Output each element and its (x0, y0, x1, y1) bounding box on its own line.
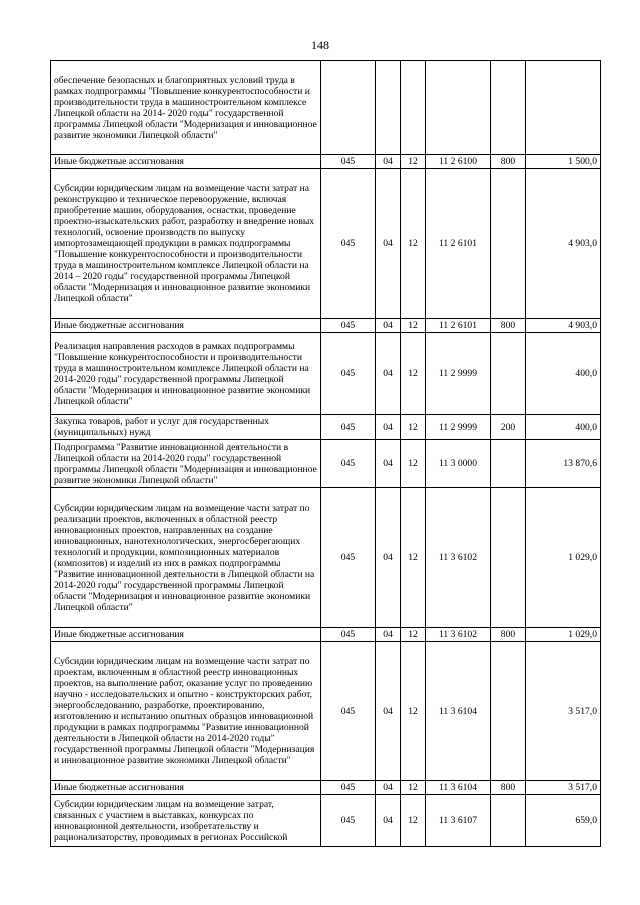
budget-table (50, 60, 601, 847)
ministry-code-cell: 045 (321, 319, 376, 333)
table-row (51, 440, 601, 488)
section-cell: 04 (376, 642, 401, 781)
table-row (51, 642, 601, 781)
expense-kind-cell (491, 169, 526, 319)
expense-kind-cell (491, 61, 526, 155)
ministry-code-cell: 045 (321, 333, 376, 415)
subsection-cell: 12 (401, 781, 426, 795)
sum-cell: 1 029,0 (526, 488, 601, 628)
sum-cell: 400,0 (526, 333, 601, 415)
sum-cell: 4 903,0 (526, 319, 601, 333)
expense-kind-cell: 200 (491, 415, 526, 440)
section-cell: 04 (376, 795, 401, 847)
expense-kind-cell: 800 (491, 319, 526, 333)
subsection-cell: 12 (401, 795, 426, 847)
subsection-cell (401, 61, 426, 155)
subsection-cell: 12 (401, 488, 426, 628)
target-article-cell: 11 3 6104 (426, 642, 491, 781)
ministry-code-cell: 045 (321, 795, 376, 847)
row-description: Иные бюджетные ассигнования (51, 155, 321, 169)
table-row (51, 415, 601, 440)
sum-cell: 3 517,0 (526, 781, 601, 795)
sum-cell: 400,0 (526, 415, 601, 440)
row-description: Субсидии юридическим лицам на возмещение части затрат на реконструкцию и техническое перевооружение, включая приобретение машин, оборудования, оснастки, проведение проектно-изыскательских работ, разработку и внедрение новых технологий, освоение производств по выпуску импортозамещающей продукции в рамках подпрограммы "Повышение конкурентоспособности и производительности труда в машиностроительном комплексе Липецкой области на 2014 – 2020 годы" государственной программы Липецкой области "Модернизация и инновационное развитие экономики Липецкой области" (51, 169, 321, 319)
subsection-cell: 12 (401, 440, 426, 488)
subsection-cell: 12 (401, 319, 426, 333)
section-cell: 04 (376, 440, 401, 488)
section-cell: 04 (376, 319, 401, 333)
expense-kind-cell (491, 488, 526, 628)
ministry-code-cell: 045 (321, 642, 376, 781)
table-row (51, 628, 601, 642)
target-article-cell: 11 3 6107 (426, 795, 491, 847)
target-article-cell: 11 3 6102 (426, 628, 491, 642)
ministry-code-cell: 045 (321, 781, 376, 795)
table-row (51, 319, 601, 333)
row-description: Подпрограмма "Развитие инновационной деятельности в Липецкой области на 2014-2020 годы" государственной программы Липецкой области "Модернизация и инновационное развитие экономики Липецкой области" (51, 440, 321, 488)
row-description: Иные бюджетные ассигнования (51, 781, 321, 795)
ministry-code-cell: 045 (321, 440, 376, 488)
ministry-code-cell: 045 (321, 169, 376, 319)
sum-cell: 3 517,0 (526, 642, 601, 781)
sum-cell: 659,0 (526, 795, 601, 847)
subsection-cell: 12 (401, 628, 426, 642)
expense-kind-cell (491, 642, 526, 781)
sum-cell: 4 903,0 (526, 169, 601, 319)
ministry-code-cell: 045 (321, 415, 376, 440)
target-article-cell: 11 2 6100 (426, 155, 491, 169)
row-description: Иные бюджетные ассигнования (51, 319, 321, 333)
row-description: обеспечение безопасных и благоприятных условий труда в рамках подпрограммы "Повышение конкурентоспособности и производительности труда в машиностроительном комплексе Липецкой области на 2014- 2020 годы" государственной программы Липецкой области "Модернизация и инновационное развитие экономики Липецкой области" (51, 61, 321, 155)
expense-kind-cell: 800 (491, 781, 526, 795)
table-row (51, 333, 601, 415)
subsection-cell: 12 (401, 415, 426, 440)
table-row (51, 781, 601, 795)
table-row (51, 169, 601, 319)
subsection-cell: 12 (401, 333, 426, 415)
ministry-code-cell: 045 (321, 155, 376, 169)
sum-cell: 1 029,0 (526, 628, 601, 642)
section-cell: 04 (376, 415, 401, 440)
sum-cell: 1 500,0 (526, 155, 601, 169)
target-article-cell: 11 3 0000 (426, 440, 491, 488)
section-cell: 04 (376, 333, 401, 415)
table-row (51, 488, 601, 628)
section-cell (376, 61, 401, 155)
ministry-code-cell (321, 61, 376, 155)
expense-kind-cell (491, 333, 526, 415)
expense-kind-cell (491, 440, 526, 488)
row-description: Реализация направления расходов в рамках подпрограммы "Повышение конкурентоспособности и производительности труда в машиностроительном комплексе Липецкой области на 2014-2020 годы" государственной программы Липецкой области "Модернизация и инновационное развитие экономики Липецкой области" (51, 333, 321, 415)
row-description: Субсидии юридическим лицам на возмещение затрат, связанных с участием в выставках, конкурсах по инновационной деятельности, изобретательству и рационализаторству, проводимых в регионах Российской (51, 795, 321, 847)
ministry-code-cell: 045 (321, 488, 376, 628)
subsection-cell: 12 (401, 169, 426, 319)
section-cell: 04 (376, 169, 401, 319)
row-description: Субсидии юридическим лицам на возмещение части затрат по проектам, включенным в областной реестр инновационных проектов, на выполнение работ, оказание услуг по проведению научно - исследовательских и опытно - конструкторских работ, энергообследованию, разработке, проектированию, изготовлению и испытанию опытных образцов инновационной продукции в рамках подпрограммы "Развитие инновационной деятельности в Липецкой области на 2014-2020 годы" государственной программы Липецкой области "Модернизация и инновационное развитие экономики Липецкой области" (51, 642, 321, 781)
expense-kind-cell (491, 795, 526, 847)
section-cell: 04 (376, 155, 401, 169)
target-article-cell: 11 2 6101 (426, 169, 491, 319)
section-cell: 04 (376, 488, 401, 628)
target-article-cell: 11 2 9999 (426, 333, 491, 415)
sum-cell (526, 61, 601, 155)
expense-kind-cell: 800 (491, 155, 526, 169)
table-row (51, 795, 601, 847)
subsection-cell: 12 (401, 642, 426, 781)
subsection-cell: 12 (401, 155, 426, 169)
target-article-cell: 11 2 9999 (426, 415, 491, 440)
target-article-cell: 11 3 6104 (426, 781, 491, 795)
section-cell: 04 (376, 781, 401, 795)
row-description: Иные бюджетные ассигнования (51, 628, 321, 642)
section-cell: 04 (376, 628, 401, 642)
target-article-cell (426, 61, 491, 155)
expense-kind-cell: 800 (491, 628, 526, 642)
page-number: 148 (311, 38, 329, 52)
ministry-code-cell: 045 (321, 628, 376, 642)
row-description: Закупка товаров, работ и услуг для государственных (муниципальных) нужд (51, 415, 321, 440)
table-row (51, 61, 601, 155)
target-article-cell: 11 2 6101 (426, 319, 491, 333)
row-description: Субсидии юридическим лицам на возмещение части затрат по реализации проектов, включенных в областной реестр инновационных проектов, направленных на создание инновационных, нанотехнологических, энергосберегающих технологий и продукции, композиционных материалов (композитов) и изделий из них в рамках подпрограммы "Развитие инновационной деятельности в Липецкой области на 2014-2020 годы" государственной программы Липецкой области "Модернизация и инновационное развитие экономики Липецкой области" (51, 488, 321, 628)
target-article-cell: 11 3 6102 (426, 488, 491, 628)
sum-cell: 13 870,6 (526, 440, 601, 488)
table-row (51, 155, 601, 169)
